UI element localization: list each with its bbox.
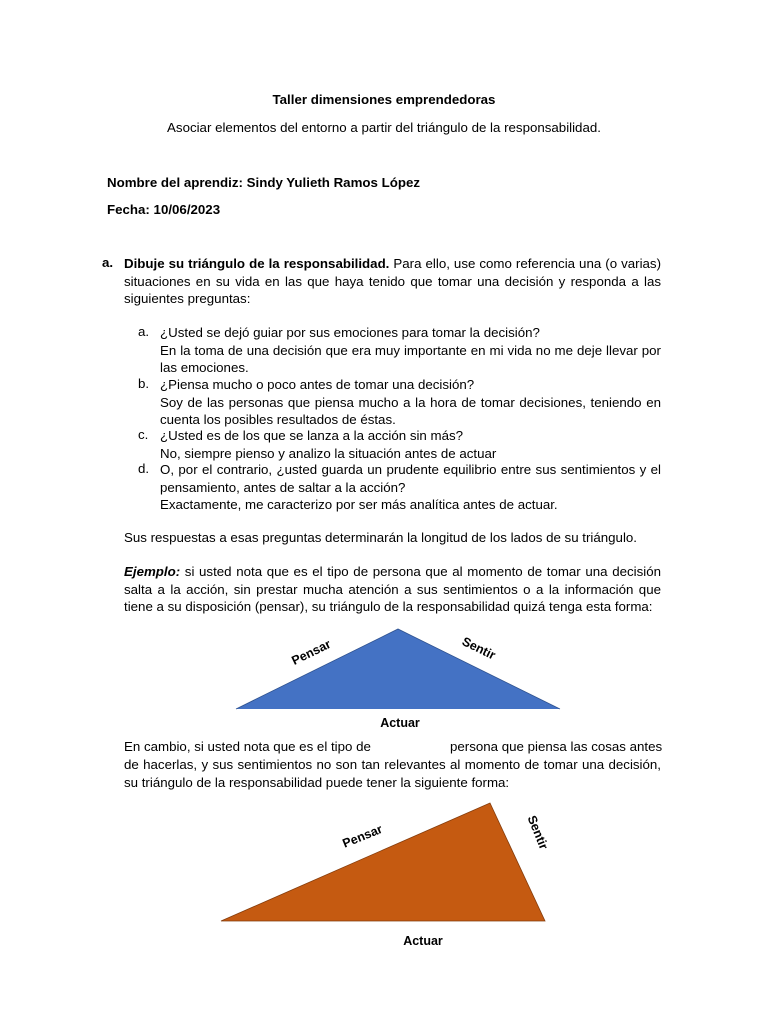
section-marker: a. (102, 255, 114, 270)
question-marker: d. (138, 461, 150, 476)
question-text: ¿Usted es de los que se lanza a la acción sin más? (160, 428, 464, 443)
page-subtitle: Asociar elementos del entorno a partir del triángulo de la responsabilidad. (167, 120, 601, 135)
page-title: Taller dimensiones emprendedoras (272, 92, 496, 107)
triangle-1-sentir-label: Sentir (459, 634, 498, 663)
summary-text: Sus respuestas a esas preguntas determinarán la longitud de los lados de su triángulo. (124, 530, 637, 545)
triangle-1-pensar-label: Pensar (289, 636, 334, 668)
triangle-2-shape (221, 803, 545, 921)
answer-text: No, siempre pienso y analizo la situación antes de actuar (160, 445, 497, 461)
question-text: ¿Piensa mucho o poco antes de tomar una decisión? (160, 377, 475, 392)
contrast-text-part1: En cambio, si usted nota que es el tipo de (124, 739, 371, 754)
section-intro-text: Para ello, use como referencia una (o varias) situaciones en su vida en las que haya tenido que tomar una decisión y responda a las siguientes preguntas: (124, 256, 661, 307)
triangle-2-sentir-label: Sentir (524, 813, 551, 852)
date: Fecha: 10/06/2023 (107, 202, 221, 217)
example-label: Ejemplo: (124, 564, 181, 579)
question-text: O, por el contrario, ¿usted guarda un prudente equilibrio entre sus sentimientos y el pensamiento, antes de saltar a la acción? (160, 462, 661, 495)
student-name: Nombre del aprendiz: Sindy Yulieth Ramos López (107, 175, 421, 190)
triangle-2-actuar-label: Actuar (403, 934, 443, 948)
question-marker: c. (138, 427, 149, 442)
question-text: ¿Usted se dejó guiar por sus emociones para tomar la decisión? (160, 325, 540, 340)
contrast-text-part2: persona que piensa las cosas antes (450, 739, 663, 754)
example-text: si usted nota que es el tipo de persona que al momento de tomar una decisión salta a la acción, sin prestar mucha atención a sus sentimientos o a la información que tiene a su disposición (pensar), su triángulo de la responsabilidad quizá tenga esta forma: (124, 564, 661, 615)
answer-text: Exactamente, me caracterizo por ser más analítica antes de actuar. (160, 497, 558, 513)
triangle-1-actuar-label: Actuar (380, 716, 420, 730)
section-heading: Dibuje su triángulo de la responsabilidad. (124, 256, 390, 271)
answer-text: En la toma de una decisión que era muy importante en mi vida no me deje llevar por las emociones. (160, 342, 661, 376)
question-marker: a. (138, 324, 150, 339)
triangle-1-shape (236, 629, 560, 709)
answer-text: Soy de las personas que piensa mucho a la hora de tomar decisiones, teniendo en cuenta los posibles resultados de éstas. (160, 394, 661, 428)
contrast-paragraph: de hacerlas, y sus sentimientos no son tan relevantes al momento de tomar una decisión, su triángulo de la responsabilidad puede tener la siguiente forma: (124, 757, 661, 790)
question-marker: b. (138, 376, 150, 391)
triangle-2-pensar-label: Pensar (340, 821, 385, 851)
